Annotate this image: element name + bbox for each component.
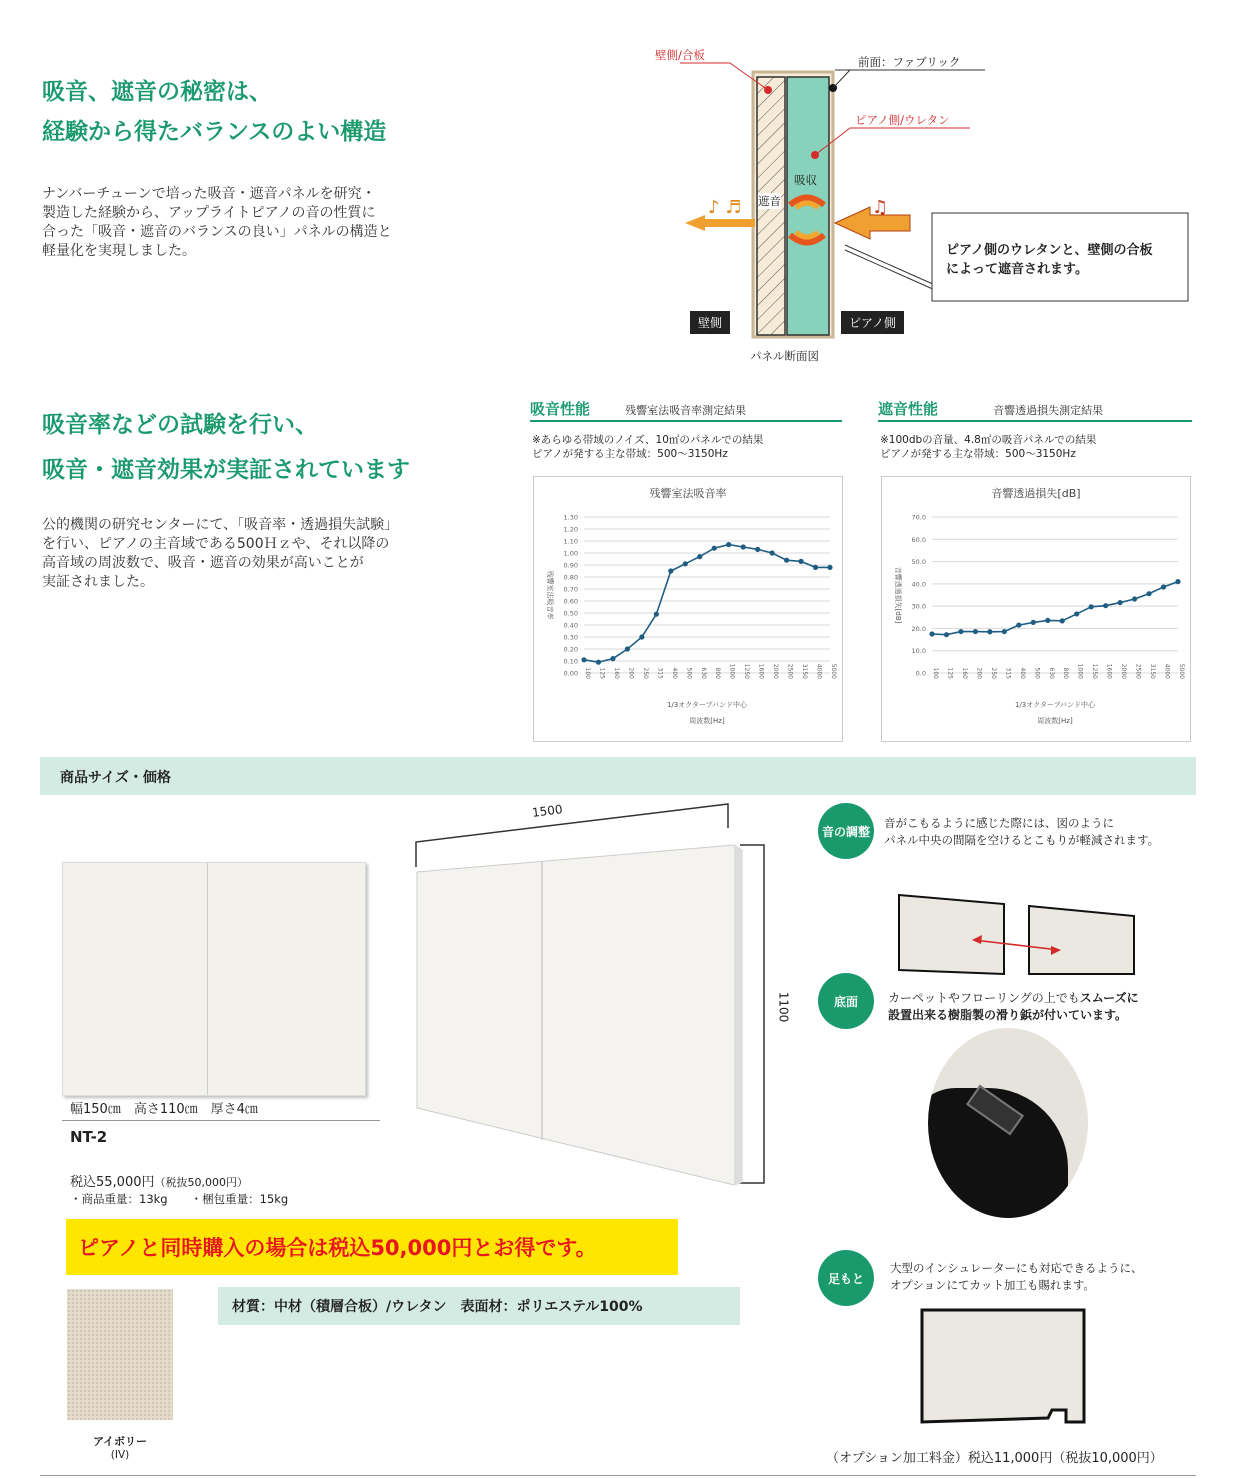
x-tick-label: 1600 [757, 663, 765, 679]
data-point [1103, 603, 1108, 608]
label-piano-side: ピアノ側 [841, 311, 904, 334]
feature-text-plain: カーペットやフローリングの上でも [888, 991, 1080, 1005]
feature-badge-adjust: 音の調整 [818, 803, 874, 859]
data-point [770, 550, 775, 555]
x-tick-label: 1000 [1076, 663, 1084, 679]
section1-heading [42, 72, 386, 152]
section2-heading [42, 405, 410, 490]
product-price-line [70, 1171, 248, 1190]
data-point [639, 634, 644, 639]
label-front-fabric: 前面：ファブリック [858, 55, 961, 69]
x-tick-label: 3150 [801, 663, 809, 679]
series-line [932, 582, 1178, 635]
x-tick-label: 315 [656, 667, 664, 679]
absorption-chart [533, 476, 843, 742]
data-point [1089, 604, 1094, 609]
y-tick-label: 0.0 [915, 669, 926, 678]
product-photo-dimensions [412, 800, 791, 1190]
data-point [929, 631, 934, 636]
bottom-rule [40, 1475, 1196, 1476]
y-tick-label: 0.20 [563, 645, 578, 654]
x-tick-label: 100 [584, 667, 591, 679]
x-tick-label: 400 [1018, 667, 1026, 679]
callout-line: ピアノ側のウレタンと、壁側の合板 [946, 243, 1153, 258]
product-dimensions: 幅150㎝ 高さ110㎝ 厚さ4㎝ [70, 1102, 258, 1117]
cut-option-illustration [918, 1306, 1090, 1428]
product-weights: ・商品重量：13kg ・梱包重量：15kg [70, 1192, 289, 1206]
promo-banner [66, 1219, 678, 1275]
note-line: ピアノが発する主な帯域：500〜3150Hz [880, 448, 1076, 460]
y-tick-label: 0.60 [563, 597, 578, 606]
x-tick-label: 800 [714, 667, 722, 679]
data-point [944, 632, 949, 637]
y-tick-label: 40.0 [911, 580, 926, 589]
x-axis-label-2: 周波数[Hz] [1037, 717, 1073, 725]
x-tick-label: 2500 [1134, 663, 1142, 679]
data-point [1146, 591, 1151, 596]
option-price: （オプション加工料金）税込11,000円（税抜10,000円） [826, 1451, 1163, 1466]
label-wall-plywood: 壁側/合板 [655, 48, 705, 62]
x-tick-label: 200 [627, 667, 635, 679]
y-tick-label: 60.0 [911, 535, 926, 544]
y-tick-label: 0.00 [563, 669, 578, 678]
data-point [1002, 629, 1007, 634]
data-point [1161, 584, 1166, 589]
y-axis-label: 残響室法吸音率 [546, 570, 554, 620]
insulation-subtitle: 音響透過損失測定結果 [993, 404, 1104, 417]
y-tick-label: 30.0 [911, 602, 926, 611]
feature-text-bottom [888, 990, 1139, 1024]
data-point [654, 612, 659, 617]
feature-text-adjust [884, 815, 1159, 849]
y-tick-label: 0.30 [563, 633, 578, 642]
x-tick-label: 2000 [772, 663, 780, 679]
y-tick-label: 0.50 [563, 609, 578, 618]
y-tick-label: 1.30 [563, 513, 578, 522]
feature-line: パネル中央の間隔を空けるとこもりが軽減されます。 [884, 833, 1160, 847]
product-photo-front [62, 862, 366, 1096]
music-note-icon: ♫ [872, 197, 889, 218]
y-tick-label: 0.10 [563, 657, 578, 666]
data-point [581, 657, 586, 662]
insulation-title: 遮音性能 [878, 400, 939, 418]
data-point [726, 542, 731, 547]
insulation-header [878, 398, 1192, 422]
label-piano-urethane: ピアノ側/ウレタン [855, 113, 950, 127]
data-point [1132, 596, 1137, 601]
body-line: 公的機関の研究センターにて、「吸音率・透過損失試験」 [42, 517, 399, 533]
y-tick-label: 10.0 [911, 647, 926, 656]
callout-text [946, 241, 1152, 279]
absorption-chart-svg [534, 477, 842, 741]
panel-cross-section-diagram [650, 45, 1210, 375]
x-tick-label: 160 [612, 667, 620, 679]
height-label: 1100 [776, 991, 791, 1023]
heading-line: 吸音率などの試験を行い、 [42, 412, 318, 438]
y-tick-label: 0.90 [563, 561, 578, 570]
music-note-icon: ♪ ♬ [708, 197, 742, 218]
x-tick-label: 1600 [1105, 663, 1113, 679]
x-tick-label: 800 [1062, 667, 1070, 679]
section1-body [42, 185, 392, 261]
x-tick-label: 160 [960, 667, 968, 679]
data-point [1175, 579, 1180, 584]
feature-text-foot [890, 1260, 1142, 1294]
y-tick-label: 20.0 [911, 624, 926, 633]
x-tick-label: 500 [1033, 667, 1041, 679]
data-point [784, 558, 789, 563]
x-tick-label: 125 [946, 667, 954, 679]
feature-badge-bottom: 底面 [818, 973, 874, 1029]
body-line: を行い、ピアノの主音域である500Ｈｚや、それ以降の [42, 536, 390, 552]
swatch-code: (IV) [110, 1449, 130, 1461]
data-point [596, 660, 601, 665]
absorption-title: 吸音性能 [530, 400, 591, 418]
insulation-notes [880, 433, 1096, 461]
y-tick-label: 1.20 [563, 525, 578, 534]
y-tick-label: 1.10 [563, 537, 578, 546]
y-tick-label: 0.80 [563, 573, 578, 582]
heading-line: 吸音、遮音の秘密は、 [42, 79, 272, 105]
data-point [668, 568, 673, 573]
data-point [683, 561, 688, 566]
product-band-title: 商品サイズ・価格 [60, 770, 171, 786]
data-point [755, 547, 760, 552]
absorption-subtitle: 残響室法吸音率測定結果 [625, 404, 747, 417]
product-price: 税込55,000円 [70, 1175, 155, 1190]
body-line: 合った「吸音・遮音のバランスの良い」パネルの構造と [42, 224, 392, 240]
y-tick-label: 0.40 [563, 621, 578, 630]
data-point [827, 565, 832, 570]
heading-line: 吸音・遮音効果が実証されています [42, 457, 410, 483]
x-axis-label: 1/3オクターブバンド中心 [1014, 701, 1096, 709]
x-tick-label: 125 [598, 667, 606, 679]
x-tick-label: 1000 [728, 663, 736, 679]
body-line: 軽量化を実現しました。 [42, 243, 196, 259]
data-point [625, 646, 630, 651]
body-line: 高音域の周波数で、吸音・遮音の効果が高いことが [42, 555, 364, 571]
data-point [1074, 611, 1079, 616]
data-point [741, 544, 746, 549]
heading-line: 経験から得たバランスのよい構造 [42, 119, 387, 145]
x-axis-label: 1/3オクターブバンド中心 [666, 701, 748, 709]
x-tick-label: 400 [670, 667, 678, 679]
x-tick-label: 500 [685, 667, 693, 679]
panel-gap-illustration [894, 890, 1144, 975]
data-point [1060, 618, 1065, 623]
x-tick-label: 100 [932, 667, 939, 679]
product-model: NT-2 [70, 1128, 108, 1146]
data-point [813, 565, 818, 570]
data-point [712, 546, 717, 551]
dimension-lines [412, 800, 772, 1190]
x-tick-label: 1250 [1091, 663, 1099, 679]
x-tick-label: 4000 [1163, 663, 1171, 679]
product-price-ex: （税抜50,000円） [154, 1176, 248, 1189]
diagram-caption: パネル断面図 [750, 349, 819, 363]
data-point [1016, 622, 1021, 627]
chart-title: 残響室法吸音率 [649, 487, 727, 500]
note-line: ピアノが発する主な帯域：500〜3150Hz [532, 448, 728, 460]
y-tick-label: 1.00 [563, 549, 578, 558]
x-tick-label: 2000 [1120, 663, 1128, 679]
note-line: ※あらゆる帯域のノイズ、10㎡のパネルでの結果 [532, 434, 764, 446]
absorption-header [530, 398, 842, 422]
data-point [697, 554, 702, 559]
insulation-chart [881, 476, 1191, 742]
x-tick-label: 630 [1047, 667, 1055, 679]
label-wall-side: 壁側 [690, 311, 730, 334]
swatch-name: アイボリー [92, 1435, 147, 1448]
data-point [958, 629, 963, 634]
y-tick-label: 0.70 [563, 585, 578, 594]
feature-badge-foot: 足もと [818, 1250, 874, 1306]
note-line: ※100dbの音量、4.8㎡の吸音パネルでの結果 [880, 434, 1097, 446]
x-tick-label: 3150 [1149, 663, 1157, 679]
material-band [218, 1287, 740, 1325]
label-absorb: 吸収 [794, 173, 817, 187]
product-band [40, 757, 1196, 795]
body-line: 実証されました。 [42, 574, 154, 590]
width-label: 1500 [531, 802, 564, 820]
data-point [973, 629, 978, 634]
cut-option-svg [918, 1306, 1090, 1428]
y-tick-label: 50.0 [911, 558, 926, 567]
absorption-notes [532, 433, 763, 461]
insulation-chart-svg [882, 477, 1190, 741]
panel-gap-svg [894, 890, 1144, 975]
slider-glide-photo [928, 1028, 1088, 1218]
promo-text: ピアノと同時購入の場合は税込50,000円とお得です。 [78, 1236, 597, 1260]
data-point [610, 656, 615, 661]
body-line: ナンバーチューンで培った吸音・遮音パネルを研究・ [42, 186, 376, 202]
y-axis-label: 音響透過損失[dB] [894, 566, 902, 624]
chart-title: 音響透過損失[dB] [991, 487, 1081, 500]
body-line: 製造した経験から、アップライトピアノの音の性質に [42, 205, 376, 221]
feature-line: オプションにてカット加工も賜れます。 [890, 1278, 1095, 1292]
data-point [798, 559, 803, 564]
data-point [987, 629, 992, 634]
x-tick-label: 5000 [830, 663, 837, 679]
x-tick-label: 250 [989, 667, 997, 679]
x-tick-label: 315 [1004, 667, 1012, 679]
data-point [1045, 618, 1050, 623]
x-tick-label: 2500 [786, 663, 794, 679]
callout-line: によって遮音されます。 [946, 262, 1088, 277]
y-tick-label: 70.0 [911, 513, 926, 522]
series-line [584, 545, 830, 663]
fabric-swatch [67, 1289, 173, 1420]
section2-body [42, 516, 398, 592]
x-axis-label-2: 周波数[Hz] [689, 717, 725, 725]
x-tick-label: 250 [641, 667, 649, 679]
feature-line: 音がこもるように感じた際には、図のように [884, 816, 1114, 830]
x-tick-label: 1250 [743, 663, 751, 679]
label-block: 遮音 [758, 194, 781, 208]
material-text: 材質：中材（積層合板）/ウレタン 表面材：ポリエステル100% [232, 1299, 643, 1315]
x-tick-label: 4000 [815, 663, 823, 679]
feature-text-bold: 設置出来る樹脂製の滑り鋲が付いています。 [888, 1008, 1128, 1022]
data-point [1031, 620, 1036, 625]
divider [62, 1120, 380, 1121]
feature-text-bold: スムーズに [1079, 991, 1139, 1005]
data-point [1118, 600, 1123, 605]
x-tick-label: 200 [975, 667, 983, 679]
feature-line: 大型のインシュレーターにも対応できるように、 [890, 1261, 1143, 1275]
x-tick-label: 630 [699, 667, 707, 679]
x-tick-label: 5000 [1178, 663, 1185, 679]
